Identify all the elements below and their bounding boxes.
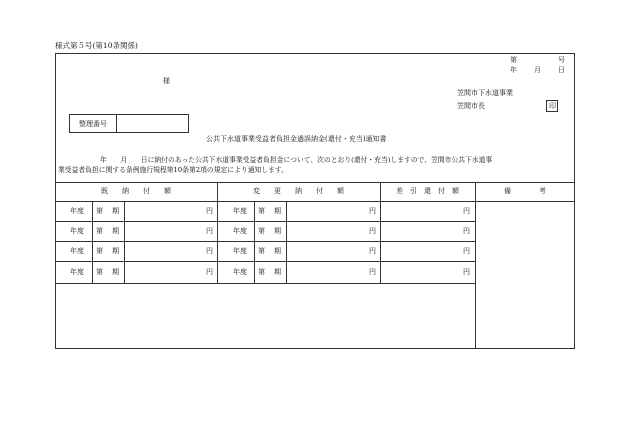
seal-mark: 印 <box>546 100 558 112</box>
cell-ki: 期 <box>112 207 119 215</box>
body-line-1: 年 月 日に納付のあった公共下水道事業受益者負担金について、次のとおり(還付・充当)しますので、笠間市公共下水道事 <box>100 156 493 164</box>
cell-yen: 円 <box>206 247 213 255</box>
cell-ki: 期 <box>274 227 281 235</box>
row-line-3 <box>55 261 475 262</box>
cell-dai: 第 <box>96 268 103 276</box>
issuer-org: 笠間市下水道事業 <box>457 89 513 97</box>
cell-nendo: 年度 <box>70 227 84 235</box>
date-year: 年 <box>510 66 517 74</box>
form-id: 様式第５号(第10条関係) <box>55 41 138 50</box>
cell-nendo: 年度 <box>233 247 247 255</box>
header-changed-paid: 変 更 納 付 額 <box>253 187 344 195</box>
cell-ki: 期 <box>112 227 119 235</box>
sub-line-b2 <box>286 201 287 283</box>
sub-line-a2 <box>124 201 125 283</box>
cell-yen: 円 <box>463 268 470 276</box>
cell-yen: 円 <box>463 247 470 255</box>
cell-nendo: 年度 <box>233 207 247 215</box>
issuer-title: 笠間市長 <box>457 102 485 110</box>
cell-yen: 円 <box>206 207 213 215</box>
cell-dai: 第 <box>258 247 265 255</box>
cell-dai: 第 <box>258 207 265 215</box>
doc-go-label: 号 <box>558 56 565 64</box>
sub-line-b1 <box>254 201 255 283</box>
cell-dai: 第 <box>258 227 265 235</box>
table-header-line <box>55 201 575 202</box>
cell-nendo: 年度 <box>70 247 84 255</box>
header-remarks: 備 考 <box>504 187 546 195</box>
row-line-1 <box>55 221 475 222</box>
document-title: 公共下水道事業受益者負担金過誤納金(還付・充当)通知書 <box>206 135 387 143</box>
table-top-line <box>55 182 575 183</box>
cell-yen: 円 <box>463 207 470 215</box>
cell-ki: 期 <box>274 247 281 255</box>
row-line-4 <box>55 283 475 284</box>
reference-number-value[interactable] <box>117 115 188 132</box>
cell-ki: 期 <box>274 207 281 215</box>
cell-yen: 円 <box>369 227 376 235</box>
cell-yen: 円 <box>369 247 376 255</box>
cell-ki: 期 <box>112 268 119 276</box>
reference-number-box <box>69 114 189 133</box>
row-line-2 <box>55 241 475 242</box>
cell-yen: 円 <box>206 268 213 276</box>
cell-yen: 円 <box>463 227 470 235</box>
body-line-2: 業受益者負担に関する条例施行規程第10条第2項の規定により通知します。 <box>58 166 288 174</box>
addressee-suffix: 様 <box>163 77 170 85</box>
col-line-3 <box>475 182 476 349</box>
cell-yen: 円 <box>369 268 376 276</box>
cell-ki: 期 <box>112 247 119 255</box>
header-refund-amount: 差 引 還 付 額 <box>396 187 459 195</box>
date-month: 月 <box>534 66 541 74</box>
cell-ki: 期 <box>274 268 281 276</box>
doc-number-label: 第 <box>510 56 517 64</box>
issuer-title-line <box>457 100 558 112</box>
cell-dai: 第 <box>96 207 103 215</box>
col-line-1 <box>217 182 218 283</box>
cell-dai: 第 <box>96 227 103 235</box>
cell-nendo: 年度 <box>70 207 84 215</box>
cell-dai: 第 <box>96 247 103 255</box>
reference-number-label: 整理番号 <box>70 115 117 132</box>
header-existing-paid: 既 納 付 額 <box>101 187 171 195</box>
col-line-2 <box>380 182 381 283</box>
cell-yen: 円 <box>206 227 213 235</box>
cell-dai: 第 <box>258 268 265 276</box>
cell-yen: 円 <box>369 207 376 215</box>
cell-nendo: 年度 <box>233 268 247 276</box>
cell-nendo: 年度 <box>233 227 247 235</box>
cell-nendo: 年度 <box>70 268 84 276</box>
date-day: 日 <box>558 66 565 74</box>
sub-line-a1 <box>92 201 93 283</box>
